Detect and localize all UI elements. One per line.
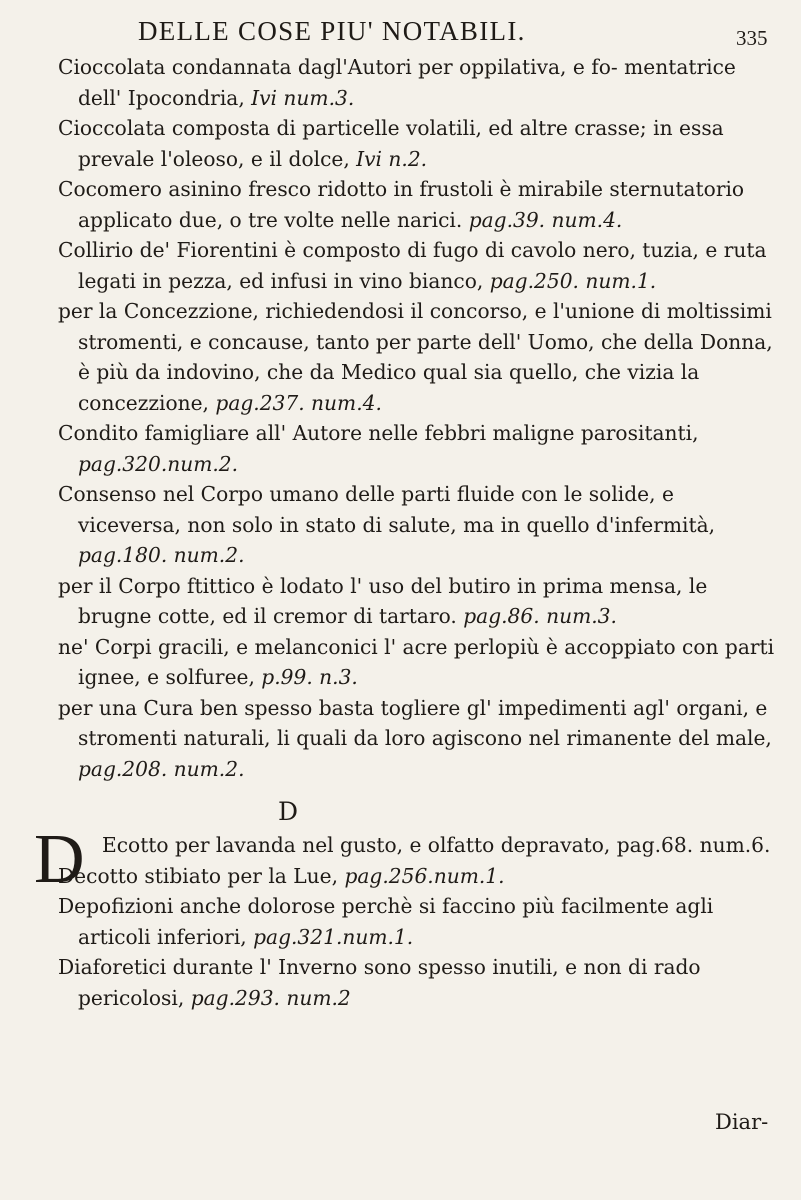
page-reference: pag.39. num.4. [468,207,623,232]
page-reference: pag.86. num.3. [463,604,617,628]
page-reference: pag.180. num.2. [78,543,245,567]
section-letter: D [278,797,299,826]
index-entry: Depofizioni anche dolorose perchè si faccino più facilmente agli articoli inferiori, pag.321.num.1. [58,894,714,949]
page-reference: pag.250. num.1. [489,268,657,293]
index-entries [34,52,778,1013]
catchword: Diar- [715,1110,769,1134]
drop-cap: D [34,821,85,898]
index-entry: D Ecotto per lavanda nel gusto, e olfatto depravato, pag.68. num.6. [34,821,771,898]
index-entry: Decotto stibiato per la Lue, pag.256.num.1. [58,863,505,888]
index-entry: Consenso nel Corpo umano delle parti fluide con le solide, e viceversa, non solo in stato di salute, ma in quello d'infermità, pag.180. num.2. [58,482,716,567]
page-reference: pag.293. num.2 [190,985,351,1010]
index-entry: per il Corpo ftittico è lodato l' uso del butiro in prima mensa, le brugne cotte, ed il cremor di tartaro. pag.86. num.3. [58,573,708,628]
page-reference: pag.320.num.2. [78,451,239,476]
page-reference: pag.68. num.6. [616,833,771,857]
index-entry: ne' Corpi gracili, e melanconici l' acre perlopiù è accoppiato con parti ignee, e solfuree, p.99. n.3. [58,634,775,689]
page-reference: p.99. n.3. [261,665,358,689]
page-reference: pag.237. num.4. [215,390,382,415]
page-reference: Ivi n.2. [356,146,428,171]
index-entry: Collirio de' Fiorentini è composto di fugo di cavolo nero, tuzia, e ruta legati in pezza, ed infusi in vino bianco, pag.250. num.1. [58,238,767,293]
page-reference: pag.208. num.2. [78,756,245,781]
index-entry: per la Concezzione, richiedendosi il concorso, e l'unione di moltissimi stromenti, e concause, tanto per parte dell' Uomo, che della Donna, è più da indovino, che da Medico qual sia quello, che vizia la concezzione, pag.237. num.4. [58,299,773,415]
running-header [0,16,801,56]
page-reference: pag.256.num.1. [344,863,505,888]
page-reference: Ivi num.3. [251,85,355,110]
index-entry: Cioccolata condannata dagl'Autori per oppilativa, e fo- mentatrice dell' Ipocondria, Ivi num.3. [58,55,736,110]
page-reference: pag.321.num.1. [253,924,414,949]
index-entry: per una Cura ben spesso basta togliere gl' impedimenti agl' organi, e stromenti naturali, li quali da loro agiscono nel rimanente del male, pag.208. num.2. [58,695,772,781]
index-entry: Condito famigliare all' Autore nelle febbri maligne parositanti, pag.320.num.2. [58,421,699,476]
page-number: 335 [736,26,768,50]
index-entry: Cocomero asinino fresco ridotto in frustoli è mirabile sternutatorio applicato due, o tre volte nelle narici. pag.39. num.4. [58,177,745,232]
index-entry: Cioccolata composta di particelle volatili, ed altre crasse; in essa prevale l'oleoso, e il dolce, Ivi n.2. [58,116,724,171]
index-entry: Diaforetici durante l' Inverno sono spesso inutili, e non di rado pericolosi, pag.293. num.2 [58,955,701,1010]
running-title: DELLE COSE PIU' NOTABILI. [138,16,526,46]
